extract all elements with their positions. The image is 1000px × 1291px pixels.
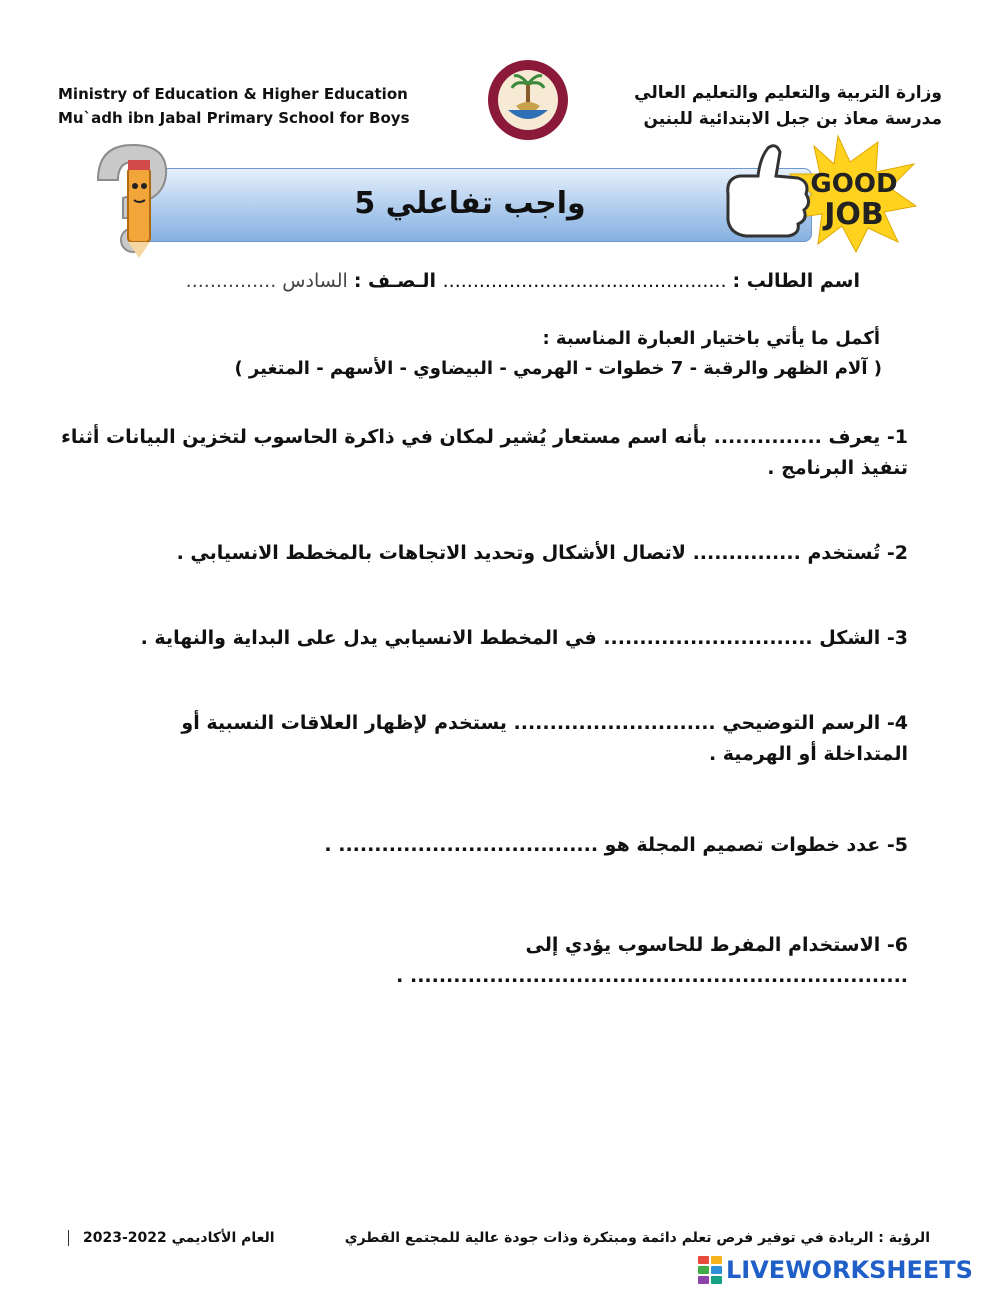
ministry-name-en: Ministry of Education & Higher Education — [58, 85, 408, 103]
qatar-seal-logo — [486, 58, 570, 142]
question-5[interactable]: 5- عدد خطوات تصميم المجلة هو .................................... . — [324, 834, 908, 856]
academic-year: العام الأكاديمي 2022-2023 — [68, 1230, 275, 1246]
vision-statement: الرؤية : الريادة في توفير فرص تعلم دائمة ومبتكرة وذات جودة عالية للمجتمع القطري — [344, 1230, 930, 1246]
instruction-line: أكمل ما يأتي باختيار العبارة المناسبة : — [542, 328, 880, 349]
school-name-en: Mu`adh ibn Jabal Primary School for Boys — [58, 109, 410, 127]
worksheet-title: واجب تفاعلي 5 — [354, 186, 586, 221]
ministry-header-ar — [634, 80, 942, 132]
student-name-label: اسم الطالب : — [732, 270, 860, 292]
question-1[interactable]: 1- يعرف ............... بأنه اسم مستعار يُشير لمكان في ذاكرة الحاسوب لتخزين البيانات أثناء تنفيذ البرنامج . — [61, 426, 908, 479]
question-6[interactable]: 6- الاستخدام المفرط للحاسوب يؤدي إلى ..................................................................... . — [396, 934, 908, 987]
question-4[interactable]: 4- الرسم التوضيحي ............................ يستخدم لإظهار العلاقات النسبية أو المتداخلة أو الهرمية . — [181, 712, 908, 765]
liveworksheets-icon — [698, 1256, 722, 1284]
class-dots: ............... — [185, 270, 283, 292]
question-2[interactable]: 2- تُستخدم ............... لاتصال الأشكال وتحديد الاتجاهات بالمخطط الانسيابي . — [176, 542, 908, 564]
ministry-header-en — [58, 82, 410, 130]
good-job-line2: JOB — [824, 197, 884, 232]
liveworksheets-logo — [698, 1254, 973, 1286]
student-name-field[interactable]: ............................................... — [442, 270, 733, 292]
school-name-ar: مدرسة معاذ بن جبل الابتدائية للبنين — [643, 109, 942, 129]
good-job-line1: GOOD — [810, 169, 898, 199]
ministry-name-ar: وزارة التربية والتعليم والتعليم العالي — [634, 83, 942, 103]
student-info-line — [100, 270, 860, 292]
word-bank: ( آلام الظهر والرقبة - 7 خطوات - الهرمي - البيضاوي - الأسهم - المتغير ) — [234, 358, 882, 379]
good-job-sticker-icon — [718, 134, 918, 254]
thinking-pencil-icon — [88, 140, 193, 260]
class-value: السادس — [282, 270, 354, 292]
question-3[interactable]: 3- الشكل ............................. في المخطط الانسيابي يدل على البداية والنهاية . — [140, 627, 908, 649]
liveworksheets-brand: LIVEWORKSHEETS — [726, 1256, 973, 1284]
class-label: الـصـف : — [353, 270, 443, 292]
